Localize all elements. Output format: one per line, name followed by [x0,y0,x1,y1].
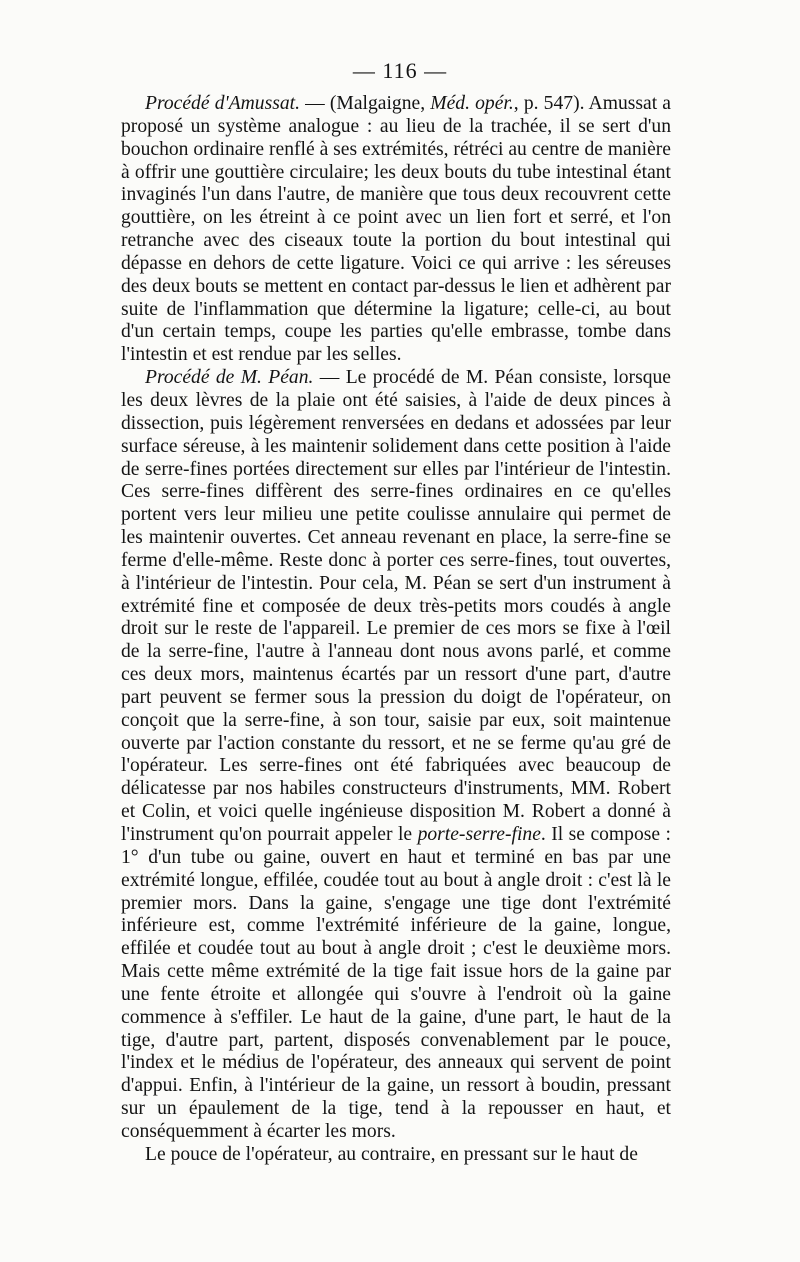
instrument-term: porte-serre-fine [417,824,541,845]
paragraph-continuation [121,1144,671,1167]
reference-open: — (Malgaigne, [300,93,431,114]
paragraph-amussat [121,93,671,367]
paragraph-body-continued: . Il se compose : 1° d'un tube ou gaine, ouvert en haut et terminé en bas par une extrémité longue, effilée, coudée tout au bout à angle droit : c'est là le premier mors. Dans la gaine, s'engage une tige dont l'extrémité inférieure est, comme l'extrémité inférieure de la gaine, longue, effilée et coudée tout au bout à angle droit ; c'est le deuxième mors. Mais cette même extrémité de la tige fait issue hors de la gaine par une fente étroite et allongée qui s'ouvre à l'endroit où la gaine commence à s'effiler. Le haut de la gaine, d'une part, le haut de la tige, d'autre part, partent, disposés convenablement par le pouce, l'index et le médius de l'opérateur, des anneaux qui servent de point d'appui. Enfin, à l'intérieur de la gaine, un ressort à boudin, pressant sur un épaulement de la tige, tend à la repousser en haut, et conséquemment à écarter les mors. [121,824,671,1142]
paragraph-body: — Le procédé de M. Péan consiste, lorsque les deux lèvres de la plaie ont été saisies, à l'aide de deux pinces à dissection, puis légèrement renversées en dedans et adossées par leur surface séreuse, à les maintenir solidement dans cette position à l'aide de serre-fines portées directement sur elles par l'intérieur de l'intestin. Ces serre-fines diffèrent des serre-fines ordinaires en ce qu'elles portent vers leur milieu une petite coulisse annulaire qui permet de les maintenir ouvertes. Cet anneau revenant en place, la serre-fine se ferme d'elle-même. Reste donc à porter ces serre-fines, tout ouvertes, à l'intérieur de l'intestin. Pour cela, M. Péan se sert d'un instrument à extrémité fine et composée de deux très-petits mors coudés à angle droit sur le reste de l'appareil. Le premier de ces mors se fixe à l'œil de la serre-fine, l'autre à l'anneau dont nous avons parlé, et comme ces deux mors, maintenus écartés par un ressort d'une part, d'autre part peuvent se fermer sous la pression du doigt de l'opérateur, on conçoit que la serre-fine, à son tour, saisie par eux, soit maintenue ouverte par l'action constante du ressort, et ne se ferme qu'au gré de l'opérateur. Les serre-fines ont été fabriquées avec beaucoup de délicatesse par nos habiles constructeurs d'instruments, MM. Robert et Colin, et voici quelle ingénieuse disposition M. Robert a donné à l'instrument qu'on pourrait appeler le [121,367,671,845]
body-text [121,93,671,1167]
paragraph-pean [121,367,671,1144]
procedure-heading-amussat: Procédé d'Amussat. [145,93,300,114]
paragraph-body: , p. 547). Amussat a proposé un système analogue : au lieu de la trachée, il se sert d'un bouchon ordinaire renflé à ses extrémités, rétréci au centre de manière à offrir une gouttière circulaire; les deux bouts du tube intestinal étant invaginés l'un dans l'autre, de manière que tous deux recouvrent cette gouttière, on les étreint à ce point avec un lien fort et serré, et l'on retranche avec des ciseaux toute la portion du bout intestinal qui dépasse en dehors de cette ligature. Voici ce qui arrive : les séreuses des deux bouts se mettent en contact par-dessus le lien et adhèrent par suite de l'inflammation que détermine la ligature; celle-ci, au bout d'un certain temps, coupe les parties qu'elle embrasse, tombe dans l'intestin et est rendue par les selles. [121,93,671,366]
paragraph-body: Le pouce de l'opérateur, au contraire, en pressant sur le haut de [145,1143,638,1165]
page-number: — 116 — [352,58,448,83]
procedure-heading-pean: Procédé de M. Péan. [145,367,314,389]
reference-title: Méd. opér. [430,93,514,114]
